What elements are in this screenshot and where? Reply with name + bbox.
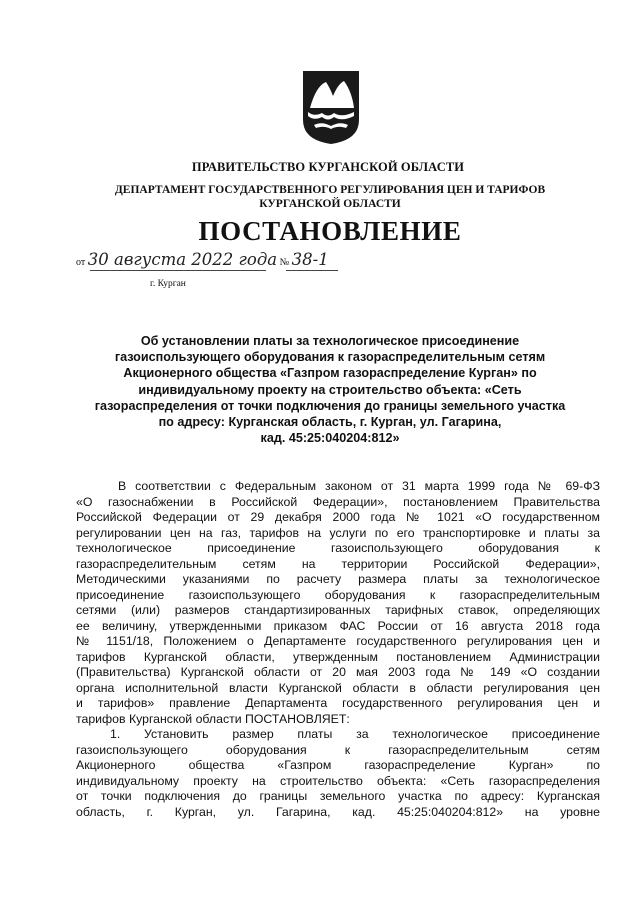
body-line: Акционерного общества «Газпром газораспределение Курган» по [76,758,600,772]
body-line: Методическими указаниями по расчету размера платы за технологическое [76,572,600,586]
body-line: 1. Установить размер платы за технологическое присоединение [110,727,600,741]
body-line: регулировании цен на газ, тарифов на услуги по его транспортировке и платы за [76,525,600,540]
department-title-line-1: ДЕПАРТАМЕНТ ГОСУДАРСТВЕННОГО РЕГУЛИРОВАНИЯ ЦЕН И ТАРИФОВ [114,184,546,196]
subject-line: по адресу: Курганская область, г. Курган, ул. Гагарина, [158,415,502,430]
body-line: № 1151/18, Положением о Департаменте государственного регулирования цен и [76,634,600,648]
subject-line: газоиспользующего оборудования к газораспределительным сетям [114,350,546,365]
body-line: от точки подключения до границы земельного участка по адресу: Курганская [76,789,600,803]
coat-of-arms-emblem [300,68,362,146]
body-line: тарифов Курганской области, утвержденным постановлением Администрации [76,649,600,664]
date-underline [90,270,266,271]
body-line: присоединение газоиспользующего оборудования к газораспределительным [76,587,600,602]
body-line: тарифов Курганской области ПОСТАНОВЛЯЕТ: [76,711,350,726]
subject-heading [60,333,600,446]
body-line: (Правительства) Курганской области от 20 мая 2003 года № 149 «О создании [76,665,600,679]
document-type-title: ПОСТАНОВЛЕНИЕ [198,216,462,246]
subject-line: кад. 45:25:040204:812» [260,431,400,446]
number-underline [286,270,338,271]
body-line: технологическое присоединение газоиспользующего оборудования к [76,541,600,555]
subject-line: Об установлении платы за технологическое присоединение [140,334,520,348]
department-title-line-2: КУРГАНСКОЙ ОБЛАСТИ [259,198,401,210]
body-line: сетями (или) размеров стандартизированных тарифных ставок, определяющих [76,603,600,617]
body-line: область, г. Курган, ул. Гагарина, кад. 45:25:040204:812» на уровне [76,804,600,819]
body-text [76,479,600,820]
body-line: органа исполнительной власти Курганской области в области регулирования цен [76,680,600,695]
government-title: ПРАВИТЕЛЬСТВО КУРГАНСКОЙ ОБЛАСТИ [191,160,465,174]
handwritten-number: 38-1 [291,250,329,269]
subject-line: газораспределения от точки подключения до границы земельного участка [94,398,566,413]
body-line: ее величину, утвержденными приказом ФАС России от 16 августа 2018 года [76,618,600,633]
number-prefix: № [279,257,290,268]
body-line: «О газоснабжении в Российской Федерации», постановлением Правительства [76,494,600,509]
body-line: Российской Федерации от 29 декабря 2000 года № 1021 «О государственном [76,510,600,524]
body-line: и тарифов» правление Департамента государственного регулирования цен и [76,696,600,710]
body-line: газоиспользующего оборудования к газораспределительным сетям [76,742,600,757]
subject-line: Акционерного общества «Газпром газораспределение Курган» по [123,366,537,381]
city-label: г. Курган [150,279,186,289]
handwritten-date: 30 августа 2022 года [87,250,278,269]
body-line: индивидуальному проекту на строительство объекта: «Сеть газораспределения [76,773,600,788]
date-line [76,250,329,269]
date-prefix: от [76,257,86,268]
body-line: газораспределительным сетям на территории Российской Федерации», [76,556,600,571]
subject-line: индивидуальному проекту на строительство объекта: «Сеть [138,382,522,397]
body-line: В соответствии с Федеральным законом от 31 марта 1999 года № 69-ФЗ [118,479,600,493]
